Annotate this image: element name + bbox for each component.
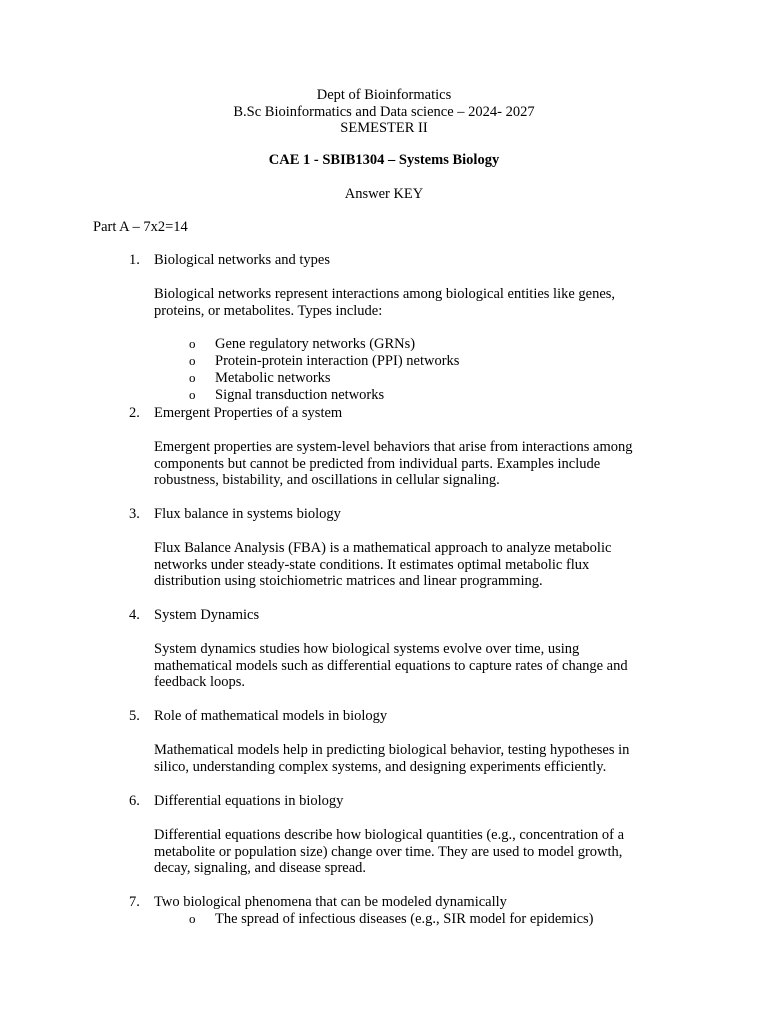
answer-text: Emergent properties are system-level behaviors that arise from interactions among components but cannot be predicted from individual parts. Examples include robustness, bistability, and oscillations in cellular signaling. [154, 439, 633, 489]
bullet-marker: o [189, 336, 196, 351]
question-number: 6. [129, 793, 140, 809]
bullet-item: Protein-protein interaction (PPI) networks [215, 353, 460, 369]
answer-text: Biological networks represent interactions among biological entities like genes, proteins, or metabolites. Types include: [154, 286, 616, 319]
bullet-item: Metabolic networks [215, 370, 331, 386]
answer-text: Mathematical models help in predicting biological behavior, testing hypotheses in silico, understanding complex systems, and designing experiments efficiently. [154, 742, 630, 775]
question-number: 5. [129, 708, 140, 724]
question-title: System Dynamics [154, 607, 260, 623]
question-number: 1. [129, 252, 140, 268]
bullet-item: Gene regulatory networks (GRNs) [215, 336, 416, 352]
question-title: Role of mathematical models in biology [154, 708, 388, 724]
doc-type: Answer KEY [344, 186, 424, 202]
answer-text: System dynamics studies how biological systems evolve over time, using mathematical models such as differential equations to capture rates of change and feedback loops. [154, 641, 628, 691]
bullet-item: The spread of infectious diseases (e.g., SIR model for epidemics) [215, 911, 594, 927]
part-a-label: Part A – 7x2=14 [93, 219, 188, 235]
question-number: 4. [129, 607, 140, 623]
bullet-marker: o [189, 911, 196, 926]
question-title: Flux balance in systems biology [154, 506, 341, 522]
question-title: Differential equations in biology [154, 793, 344, 809]
question-title: Two biological phenomena that can be modeled dynamically [154, 894, 507, 910]
bullet-marker: o [189, 370, 196, 385]
question-number: 3. [129, 506, 140, 522]
bullet-item: Signal transduction networks [215, 387, 385, 403]
program-heading: B.Sc Bioinformatics and Data science – 2024- 2027 [233, 104, 535, 120]
answer-text: Differential equations describe how biological quantities (e.g., concentration of a metabolite or population size) change over time. They are used to model growth, decay, signaling, and disease spread. [154, 827, 625, 877]
bullet-marker: o [189, 387, 196, 402]
bullet-marker: o [189, 353, 196, 368]
question-title: Emergent Properties of a system [154, 405, 343, 421]
course-title: CAE 1 - SBIB1304 – Systems Biology [268, 152, 500, 168]
question-title: Biological networks and types [154, 252, 330, 268]
answer-text: Flux Balance Analysis (FBA) is a mathematical approach to analyze metabolic networks under steady-state conditions. It estimates optimal metabolic flux distribution using stoichiometric matrices and linear programming. [154, 540, 612, 590]
question-number: 7. [129, 894, 140, 910]
semester-heading: SEMESTER II [340, 120, 428, 136]
dept-heading: Dept of Bioinformatics [316, 87, 452, 103]
question-number: 2. [129, 405, 140, 421]
